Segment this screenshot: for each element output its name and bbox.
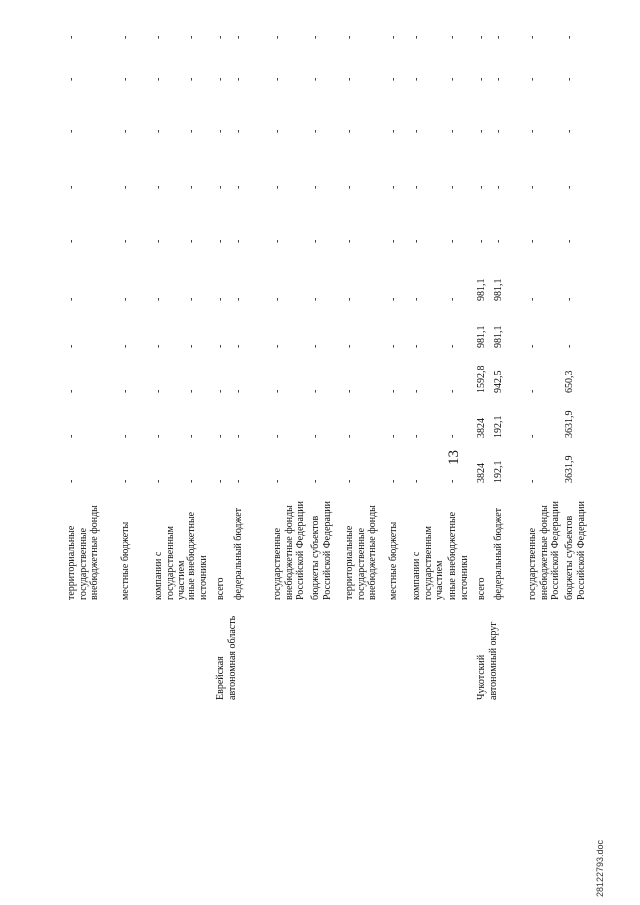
cell-value: - — [310, 344, 321, 348]
cell-value: - — [344, 389, 355, 393]
cell-value: 192,1 — [493, 415, 504, 438]
cell-value: - — [310, 479, 321, 483]
cell-value: - — [66, 297, 77, 301]
cell-value: - — [120, 434, 131, 438]
cell-value: - — [233, 129, 244, 133]
row-category: иные внебюджетные источники — [186, 511, 209, 600]
cell-value: - — [310, 129, 321, 133]
cell-value: - — [493, 239, 504, 243]
cell-value: - — [215, 344, 226, 348]
cell-value: - — [215, 434, 226, 438]
cell-value: - — [527, 389, 538, 393]
cell-value: - — [186, 185, 197, 189]
row-category: государственные внебюджетные фонды Российской Федерации — [527, 500, 561, 600]
cell-value: - — [564, 239, 575, 243]
cell-value: 3824 — [476, 463, 487, 483]
row-category: государственные внебюджетные фонды Российской Федерации — [272, 500, 306, 600]
cell-value: - — [272, 129, 283, 133]
cell-value: - — [310, 35, 321, 39]
cell-value: 1592,8 — [476, 365, 487, 393]
cell-value: - — [120, 129, 131, 133]
cell-value: - — [564, 344, 575, 348]
cell-value: 942,5 — [493, 370, 504, 393]
cell-value: - — [66, 479, 77, 483]
cell-value: - — [493, 35, 504, 39]
row-category: бюджеты субъектов Российской Федерации — [564, 500, 587, 600]
cell-value: - — [493, 129, 504, 133]
cell-value: - — [447, 344, 458, 348]
cell-value: - — [447, 35, 458, 39]
cell-value: - — [527, 479, 538, 483]
row-category: всего — [476, 577, 487, 600]
cell-value: - — [153, 479, 164, 483]
row-category: местные бюджеты — [120, 521, 131, 600]
cell-value: 981,1 — [493, 278, 504, 301]
cell-value: 981,1 — [493, 325, 504, 348]
cell-value: - — [215, 297, 226, 301]
cell-value: - — [233, 434, 244, 438]
cell-value: - — [310, 185, 321, 189]
cell-value: - — [388, 35, 399, 39]
cell-value: - — [388, 239, 399, 243]
cell-value: - — [447, 479, 458, 483]
cell-value: - — [186, 297, 197, 301]
cell-value: - — [233, 344, 244, 348]
cell-value: - — [527, 35, 538, 39]
region-name: Еврейская автономная область — [215, 615, 238, 700]
cell-value: - — [564, 297, 575, 301]
cell-value: - — [344, 344, 355, 348]
cell-value: - — [153, 35, 164, 39]
region-name: Чукотский автономный округ — [476, 621, 499, 700]
cell-value: - — [66, 239, 77, 243]
cell-value: - — [272, 239, 283, 243]
cell-value: - — [493, 77, 504, 81]
cell-value: - — [411, 185, 422, 189]
cell-value: - — [447, 434, 458, 438]
cell-value: - — [272, 297, 283, 301]
cell-value: - — [153, 239, 164, 243]
cell-value: - — [476, 77, 487, 81]
cell-value: - — [344, 434, 355, 438]
row-category: местные бюджеты — [388, 521, 399, 600]
cell-value: - — [215, 129, 226, 133]
cell-value: - — [310, 389, 321, 393]
cell-value: - — [527, 239, 538, 243]
cell-value: - — [388, 434, 399, 438]
cell-value: - — [66, 129, 77, 133]
cell-value: - — [527, 129, 538, 133]
cell-value: - — [186, 389, 197, 393]
cell-value: - — [447, 239, 458, 243]
cell-value: - — [153, 77, 164, 81]
cell-value: - — [233, 389, 244, 393]
cell-value: - — [272, 77, 283, 81]
cell-value: - — [66, 35, 77, 39]
cell-value: - — [153, 185, 164, 189]
row-category: компании с государственным участием — [153, 526, 187, 600]
cell-value: - — [564, 35, 575, 39]
cell-value: - — [272, 344, 283, 348]
cell-value: - — [233, 77, 244, 81]
cell-value: - — [120, 389, 131, 393]
cell-value: - — [120, 239, 131, 243]
cell-value: - — [388, 297, 399, 301]
cell-value: - — [310, 77, 321, 81]
cell-value: - — [215, 77, 226, 81]
cell-value: - — [344, 77, 355, 81]
cell-value: - — [411, 239, 422, 243]
cell-value: - — [388, 185, 399, 189]
row-category: федеральный бюджет — [493, 507, 504, 600]
cell-value: - — [527, 344, 538, 348]
cell-value: - — [447, 129, 458, 133]
cell-value: - — [344, 297, 355, 301]
cell-value: - — [272, 185, 283, 189]
cell-value: - — [388, 129, 399, 133]
cell-value: - — [388, 77, 399, 81]
cell-value: - — [120, 77, 131, 81]
cell-value: - — [344, 185, 355, 189]
cell-value: - — [120, 297, 131, 301]
cell-value: - — [120, 185, 131, 189]
cell-value: - — [186, 434, 197, 438]
row-category: территориальные государственные внебюджетные фонды — [344, 505, 378, 600]
cell-value: - — [411, 35, 422, 39]
row-category: компании с государственным участием — [411, 526, 445, 600]
cell-value: - — [476, 239, 487, 243]
cell-value: - — [344, 129, 355, 133]
cell-value: - — [493, 185, 504, 189]
cell-value: - — [120, 344, 131, 348]
cell-value: - — [272, 35, 283, 39]
cell-value: - — [153, 389, 164, 393]
cell-value: - — [120, 479, 131, 483]
cell-value: - — [215, 389, 226, 393]
cell-value: - — [476, 129, 487, 133]
cell-value: 981,1 — [476, 325, 487, 348]
cell-value: - — [564, 77, 575, 81]
cell-value: - — [186, 479, 197, 483]
row-category: иные внебюджетные источники — [447, 511, 470, 600]
cell-value: - — [527, 185, 538, 189]
cell-value: - — [411, 129, 422, 133]
cell-value: - — [527, 77, 538, 81]
cell-value: - — [411, 434, 422, 438]
cell-value: - — [476, 35, 487, 39]
cell-value: - — [527, 297, 538, 301]
cell-value: - — [411, 297, 422, 301]
cell-value: - — [233, 479, 244, 483]
cell-value: - — [215, 239, 226, 243]
cell-value: - — [310, 239, 321, 243]
cell-value: - — [233, 185, 244, 189]
cell-value: - — [153, 344, 164, 348]
cell-value: - — [411, 479, 422, 483]
cell-value: - — [388, 479, 399, 483]
cell-value: - — [388, 344, 399, 348]
cell-value: - — [186, 35, 197, 39]
cell-value: - — [233, 297, 244, 301]
cell-value: - — [66, 389, 77, 393]
cell-value: - — [272, 479, 283, 483]
cell-value: - — [447, 297, 458, 301]
cell-value: 3631,9 — [564, 455, 575, 483]
cell-value: - — [233, 35, 244, 39]
cell-value: - — [233, 239, 244, 243]
row-category: территориальные государственные внебюджетные фонды — [66, 505, 100, 600]
cell-value: - — [66, 77, 77, 81]
cell-value: 981,1 — [476, 278, 487, 301]
cell-value: - — [476, 185, 487, 189]
cell-value: - — [344, 35, 355, 39]
cell-value: 3824 — [476, 418, 487, 438]
cell-value: - — [215, 479, 226, 483]
cell-value: - — [310, 434, 321, 438]
cell-value: - — [344, 239, 355, 243]
cell-value: - — [447, 185, 458, 189]
cell-value: - — [411, 77, 422, 81]
cell-value: - — [411, 389, 422, 393]
page-number: 13 — [446, 450, 462, 465]
cell-value: - — [527, 434, 538, 438]
cell-value: - — [186, 239, 197, 243]
cell-value: 3631,9 — [564, 410, 575, 438]
cell-value: - — [66, 434, 77, 438]
cell-value: - — [186, 344, 197, 348]
cell-value: - — [215, 185, 226, 189]
cell-value: 192,1 — [493, 460, 504, 483]
row-category: федеральный бюджет — [233, 507, 244, 600]
cell-value: - — [153, 434, 164, 438]
cell-value: - — [447, 389, 458, 393]
cell-value: - — [215, 35, 226, 39]
cell-value: - — [310, 297, 321, 301]
cell-value: 650,3 — [564, 370, 575, 393]
cell-value: - — [66, 344, 77, 348]
cell-value: - — [272, 389, 283, 393]
row-category: бюджеты субъектов Российской Федерации — [310, 500, 333, 600]
cell-value: - — [153, 129, 164, 133]
cell-value: - — [564, 185, 575, 189]
cell-value: - — [564, 129, 575, 133]
footer-filename: 28122793.doc — [595, 839, 605, 897]
cell-value: - — [120, 35, 131, 39]
cell-value: - — [186, 77, 197, 81]
cell-value: - — [344, 479, 355, 483]
cell-value: - — [186, 129, 197, 133]
cell-value: - — [411, 344, 422, 348]
cell-value: - — [272, 434, 283, 438]
cell-value: - — [66, 185, 77, 189]
cell-value: - — [388, 389, 399, 393]
row-category: всего — [215, 577, 226, 600]
cell-value: - — [153, 297, 164, 301]
cell-value: - — [447, 77, 458, 81]
